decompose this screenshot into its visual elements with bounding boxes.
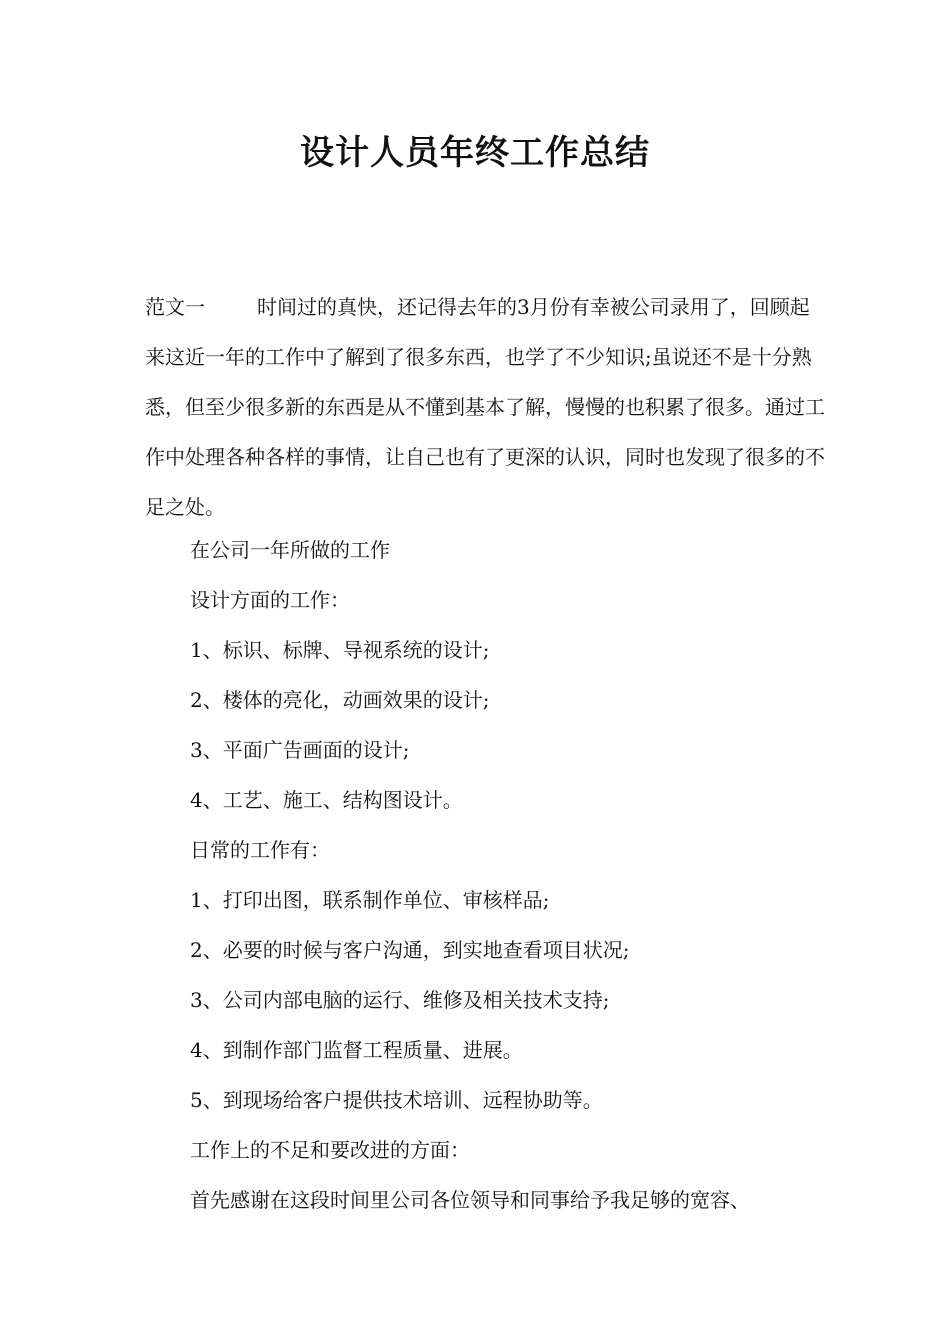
body-line: 3、公司内部电脑的运行、维修及相关技术支持; (190, 988, 610, 1012)
body-line: 在公司一年所做的工作 (190, 538, 390, 562)
body-line: 首先感谢在这段时间里公司各位领导和同事给予我足够的宽容、 (190, 1188, 750, 1212)
body-line: 工作上的不足和要改进的方面： (190, 1138, 470, 1162)
document-title: 设计人员年终工作总结 (300, 133, 650, 173)
body-line: 2、必要的时候与客户沟通，到实地查看项目状况; (190, 938, 630, 962)
intro-label: 范文一 (145, 295, 205, 319)
body-line: 3、平面广告画面的设计; (190, 738, 410, 762)
body-line: 4、到制作部门监督工程质量、进展。 (190, 1038, 523, 1062)
intro-text: 时间过的真快，还记得去年的3月份有幸被公司录用了，回顾起来这近一年的工作中了解到了很多东西，也学了不少知识;虽说还不是十分熟悉，但至少很多新的东西是从不懂到基本了解，慢慢的也积累了很多。通过工作中处理各种各样的事情，让自己也有了更深的认识，同时也发现了很多的不足之处。 (145, 295, 825, 519)
body-line: 日常的工作有： (190, 838, 330, 862)
body-line: 4、工艺、施工、结构图设计。 (190, 788, 463, 812)
body-line: 设计方面的工作： (190, 588, 350, 612)
body-line: 5、到现场给客户提供技术培训、远程协助等。 (190, 1088, 603, 1112)
intro-paragraph (145, 282, 825, 532)
body-line: 1、标识、标牌、导视系统的设计; (190, 638, 490, 662)
body-line: 1、打印出图，联系制作单位、审核样品; (190, 888, 550, 912)
body-line: 2、楼体的亮化，动画效果的设计; (190, 688, 490, 712)
